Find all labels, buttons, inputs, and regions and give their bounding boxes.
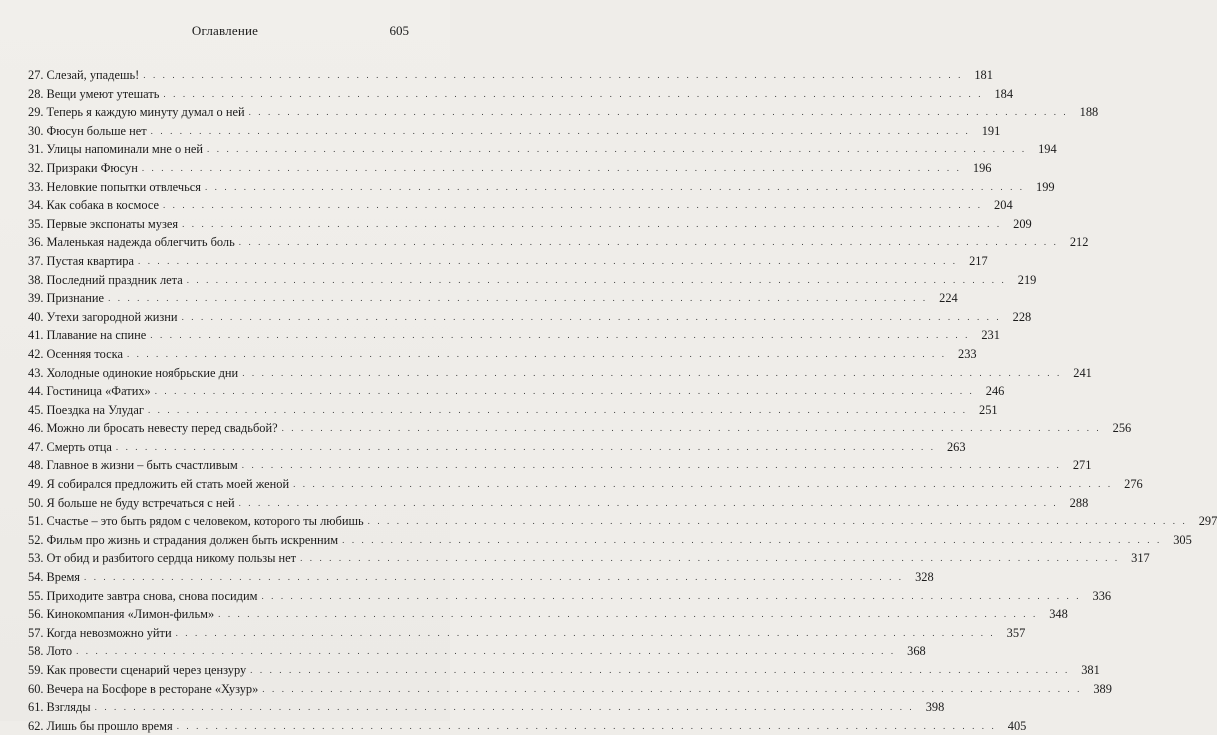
toc-entry-number: 45. xyxy=(28,402,44,417)
toc-entry-number: 62. xyxy=(28,718,44,733)
toc-entry-title: Плавание на спине xyxy=(46,328,147,343)
toc-dot-leader xyxy=(108,289,928,308)
toc-entry-page: 305 xyxy=(1173,532,1192,547)
toc-entry-number: 61. xyxy=(28,700,44,715)
toc-entry-title: Гостиница «Фатих» xyxy=(46,384,151,399)
toc-dot-leader xyxy=(177,717,997,735)
toc-entry-number: 31. xyxy=(28,142,44,157)
toc-entry xyxy=(28,66,993,85)
toc-entry xyxy=(28,698,945,717)
toc-entry xyxy=(28,159,992,178)
toc-entry-page: 348 xyxy=(1049,607,1068,622)
toc-entry-page: 381 xyxy=(1081,663,1100,677)
toc-entry-page: 233 xyxy=(958,346,977,361)
toc-entry xyxy=(28,345,977,364)
toc-dot-leader xyxy=(250,661,1070,680)
table-of-contents xyxy=(28,66,1217,735)
toc-dot-leader xyxy=(207,140,1027,159)
toc-entry-number: 27. xyxy=(28,68,44,82)
toc-entry-page: 191 xyxy=(981,123,1001,138)
toc-entry-page: 219 xyxy=(1017,272,1037,287)
toc-entry-number: 57. xyxy=(28,625,44,640)
toc-entry-title: Призраки Фюсун xyxy=(46,160,138,175)
toc-entry xyxy=(28,252,988,271)
toc-entry-number: 48. xyxy=(28,458,44,473)
toc-dot-leader xyxy=(205,178,1025,197)
toc-dot-leader xyxy=(182,215,1002,234)
toc-dot-leader xyxy=(239,233,1059,252)
toc-entry-page: 368 xyxy=(907,644,926,659)
toc-entry xyxy=(28,680,1112,699)
toc-entry xyxy=(28,661,1100,680)
toc-entry-number: 28. xyxy=(28,86,44,101)
toc-dot-leader xyxy=(143,66,963,85)
toc-dot-leader xyxy=(262,680,1082,699)
toc-dot-leader xyxy=(368,512,1188,531)
page-number: 605 xyxy=(389,23,409,38)
toc-entry-page: 196 xyxy=(972,160,992,175)
toc-entry xyxy=(28,549,1150,568)
toc-entry xyxy=(28,289,958,308)
toc-entry xyxy=(28,512,1217,531)
toc-entry-title: Кинокомпания «Лимон-фильм» xyxy=(46,607,215,622)
toc-entry-number: 34. xyxy=(28,198,44,213)
toc-entry-title: Пустая квартира xyxy=(46,253,134,268)
toc-dot-leader xyxy=(142,159,962,178)
toc-entry-title: Смерть отца xyxy=(46,439,112,454)
toc-entry-title: Фильм про жизнь и страдания должен быть искренним xyxy=(46,532,339,547)
toc-entry-title: Осенняя тоска xyxy=(46,346,123,361)
toc-dot-leader xyxy=(239,494,1059,513)
toc-dot-leader xyxy=(95,698,915,717)
toc-entry-page: 184 xyxy=(994,86,1014,101)
toc-entry-title: Главное в жизни – быть счастливым xyxy=(46,458,238,473)
toc-entry xyxy=(28,456,1092,475)
toc-entry-number: 47. xyxy=(28,439,44,454)
toc-entry-number: 42. xyxy=(28,346,44,361)
toc-entry-page: 212 xyxy=(1069,235,1089,250)
toc-entry-page: 224 xyxy=(939,291,958,306)
toc-entry xyxy=(28,531,1192,550)
toc-entry xyxy=(28,326,1000,345)
toc-entry-page: 271 xyxy=(1072,458,1092,473)
toc-dot-leader xyxy=(150,326,970,345)
toc-dot-leader xyxy=(163,196,983,215)
toc-entry-title: Холодные одинокие ноябрьские дни xyxy=(46,365,239,380)
toc-entry-title: Лишь бы прошло время xyxy=(46,718,173,733)
toc-dot-leader xyxy=(242,456,1062,475)
toc-entry xyxy=(28,364,1092,383)
toc-entry-number: 50. xyxy=(28,495,44,510)
toc-entry-page: 209 xyxy=(1013,216,1032,231)
toc-entry-number: 36. xyxy=(28,235,44,250)
toc-entry-page: 276 xyxy=(1124,477,1143,492)
toc-entry-number: 41. xyxy=(28,328,44,343)
toc-entry-title: Я собирался предложить ей стать моей женой xyxy=(46,477,290,492)
toc-dot-leader xyxy=(187,271,1007,290)
toc-dot-leader xyxy=(163,85,983,104)
toc-entry-number: 40. xyxy=(28,309,44,324)
toc-entry-title: Вещи умеют утешать xyxy=(46,86,160,101)
toc-dot-leader xyxy=(300,549,1120,568)
toc-dot-leader xyxy=(148,401,968,420)
toc-entry-page: 181 xyxy=(974,68,993,82)
toc-entry-title: Слезай, упадешь! xyxy=(46,68,140,82)
toc-entry-number: 53. xyxy=(28,551,44,566)
toc-dot-leader xyxy=(242,364,1062,383)
toc-entry-number: 38. xyxy=(28,272,44,287)
toc-entry-title: Маленькая надежда облегчить боль xyxy=(46,235,235,250)
toc-entry-number: 60. xyxy=(28,681,44,696)
toc-entry-page: 398 xyxy=(925,700,945,715)
toc-entry-number: 33. xyxy=(28,179,44,194)
toc-entry-page: 217 xyxy=(969,253,988,268)
toc-entry xyxy=(28,624,1026,643)
toc-entry-number: 43. xyxy=(28,365,44,380)
toc-entry-number: 58. xyxy=(28,644,44,659)
toc-entry xyxy=(28,401,998,420)
toc-entry-number: 55. xyxy=(28,588,44,603)
toc-entry-page: 288 xyxy=(1069,495,1089,510)
toc-dot-leader xyxy=(182,308,1002,327)
toc-entry-page: 328 xyxy=(915,570,934,585)
toc-dot-leader xyxy=(293,475,1113,494)
toc-entry-page: 336 xyxy=(1092,588,1112,603)
toc-entry-page: 231 xyxy=(981,328,1000,343)
toc-entry xyxy=(28,587,1112,606)
toc-entry-number: 37. xyxy=(28,253,44,268)
toc-entry-title: Поездка на Улудаг xyxy=(46,402,144,417)
toc-entry-page: 246 xyxy=(985,384,1005,399)
toc-dot-leader xyxy=(138,252,958,271)
toc-entry-number: 35. xyxy=(28,216,44,231)
toc-entry-number: 54. xyxy=(28,570,44,585)
toc-entry-page: 188 xyxy=(1079,105,1099,120)
toc-entry-page: 263 xyxy=(946,439,966,454)
toc-entry-page: 405 xyxy=(1007,718,1027,733)
toc-entry-page: 194 xyxy=(1038,142,1057,157)
page-header xyxy=(0,23,450,43)
toc-entry-number: 30. xyxy=(28,123,44,138)
toc-entry-title: Время xyxy=(46,570,80,585)
toc-entry-title: Неловкие попытки отвлечься xyxy=(46,179,201,194)
toc-dot-leader xyxy=(218,605,1038,624)
toc-dot-leader xyxy=(155,382,975,401)
toc-dot-leader xyxy=(151,122,971,141)
toc-entry-title: Признание xyxy=(46,291,105,306)
toc-dot-leader xyxy=(176,624,996,643)
toc-entry-title: Взгляды xyxy=(46,700,91,715)
toc-entry-page: 389 xyxy=(1093,681,1112,696)
toc-entry-title: Приходите завтра снова, снова посидим xyxy=(46,588,258,603)
toc-entry-title: Первые экспонаты музея xyxy=(46,216,179,231)
toc-entry-number: 32. xyxy=(28,160,44,175)
toc-entry-title: Лото xyxy=(46,644,73,659)
toc-dot-leader xyxy=(76,642,896,661)
toc-entry-title: Последний праздник лета xyxy=(46,272,183,287)
toc-entry xyxy=(28,605,1068,624)
toc-entry-page: 251 xyxy=(979,402,998,417)
toc-entry-title: Фюсун больше нет xyxy=(46,123,147,138)
toc-entry-number: 39. xyxy=(28,291,44,306)
page-title: Оглавление xyxy=(191,23,259,38)
toc-entry-title: Теперь я каждую минуту думал о ней xyxy=(46,105,245,120)
toc-entry xyxy=(28,140,1057,159)
toc-entry xyxy=(28,122,1001,141)
toc-entry xyxy=(28,568,934,587)
toc-entry-page: 204 xyxy=(994,198,1013,213)
toc-entry xyxy=(28,271,1037,290)
toc-entry xyxy=(28,438,966,457)
toc-entry-page: 357 xyxy=(1006,625,1026,640)
toc-entry-number: 51. xyxy=(28,514,44,529)
toc-entry-title: Счастье – это быть рядом с человеком, которого ты любишь xyxy=(46,514,364,529)
toc-entry-title: Утехи загородной жизни xyxy=(46,309,178,324)
toc-dot-leader xyxy=(342,531,1162,550)
toc-entry xyxy=(28,308,1032,327)
toc-entry xyxy=(28,196,1013,215)
toc-entry-number: 52. xyxy=(28,532,44,547)
toc-entry-number: 59. xyxy=(28,663,44,677)
toc-entry-title: Как провести сценарий через цензуру xyxy=(46,663,247,677)
toc-dot-leader xyxy=(127,345,947,364)
toc-dot-leader xyxy=(116,438,936,457)
toc-entry xyxy=(28,85,1014,104)
toc-entry-page: 228 xyxy=(1012,309,1032,324)
toc-entry xyxy=(28,382,1005,401)
toc-dot-leader xyxy=(282,419,1102,438)
toc-entry-page: 297 xyxy=(1198,514,1217,529)
toc-entry-number: 44. xyxy=(28,384,44,399)
toc-entry xyxy=(28,419,1132,438)
toc-entry-page: 241 xyxy=(1073,365,1092,380)
toc-entry-number: 46. xyxy=(28,421,44,436)
toc-entry-title: Вечера на Босфоре в ресторане «Хузур» xyxy=(46,681,259,696)
toc-dot-leader xyxy=(84,568,904,587)
toc-entry-title: Я больше не буду встречаться с ней xyxy=(46,495,235,510)
toc-entry-title: Как собака в космосе xyxy=(46,198,159,213)
toc-entry-page: 256 xyxy=(1112,421,1132,436)
toc-entry xyxy=(28,215,1032,234)
toc-entry-title: От обид и разбитого сердца никому пользы нет xyxy=(46,551,297,566)
toc-entry-title: Когда невозможно уйти xyxy=(46,625,172,640)
toc-entry xyxy=(28,717,1027,735)
toc-entry-title: Улицы напоминали мне о ней xyxy=(46,142,204,157)
toc-entry xyxy=(28,233,1089,252)
toc-dot-leader xyxy=(249,103,1069,122)
toc-entry-page: 317 xyxy=(1131,551,1150,566)
toc-entry xyxy=(28,103,1099,122)
toc-entry xyxy=(28,494,1089,513)
toc-entry xyxy=(28,642,926,661)
toc-entry xyxy=(28,475,1143,494)
toc-entry-number: 56. xyxy=(28,607,44,622)
toc-dot-leader xyxy=(261,587,1081,606)
toc-entry xyxy=(28,178,1055,197)
toc-entry-number: 29. xyxy=(28,105,44,120)
toc-entry-page: 199 xyxy=(1036,179,1055,194)
toc-entry-title: Можно ли бросать невесту перед свадьбой? xyxy=(46,421,278,436)
toc-entry-number: 49. xyxy=(28,477,44,492)
